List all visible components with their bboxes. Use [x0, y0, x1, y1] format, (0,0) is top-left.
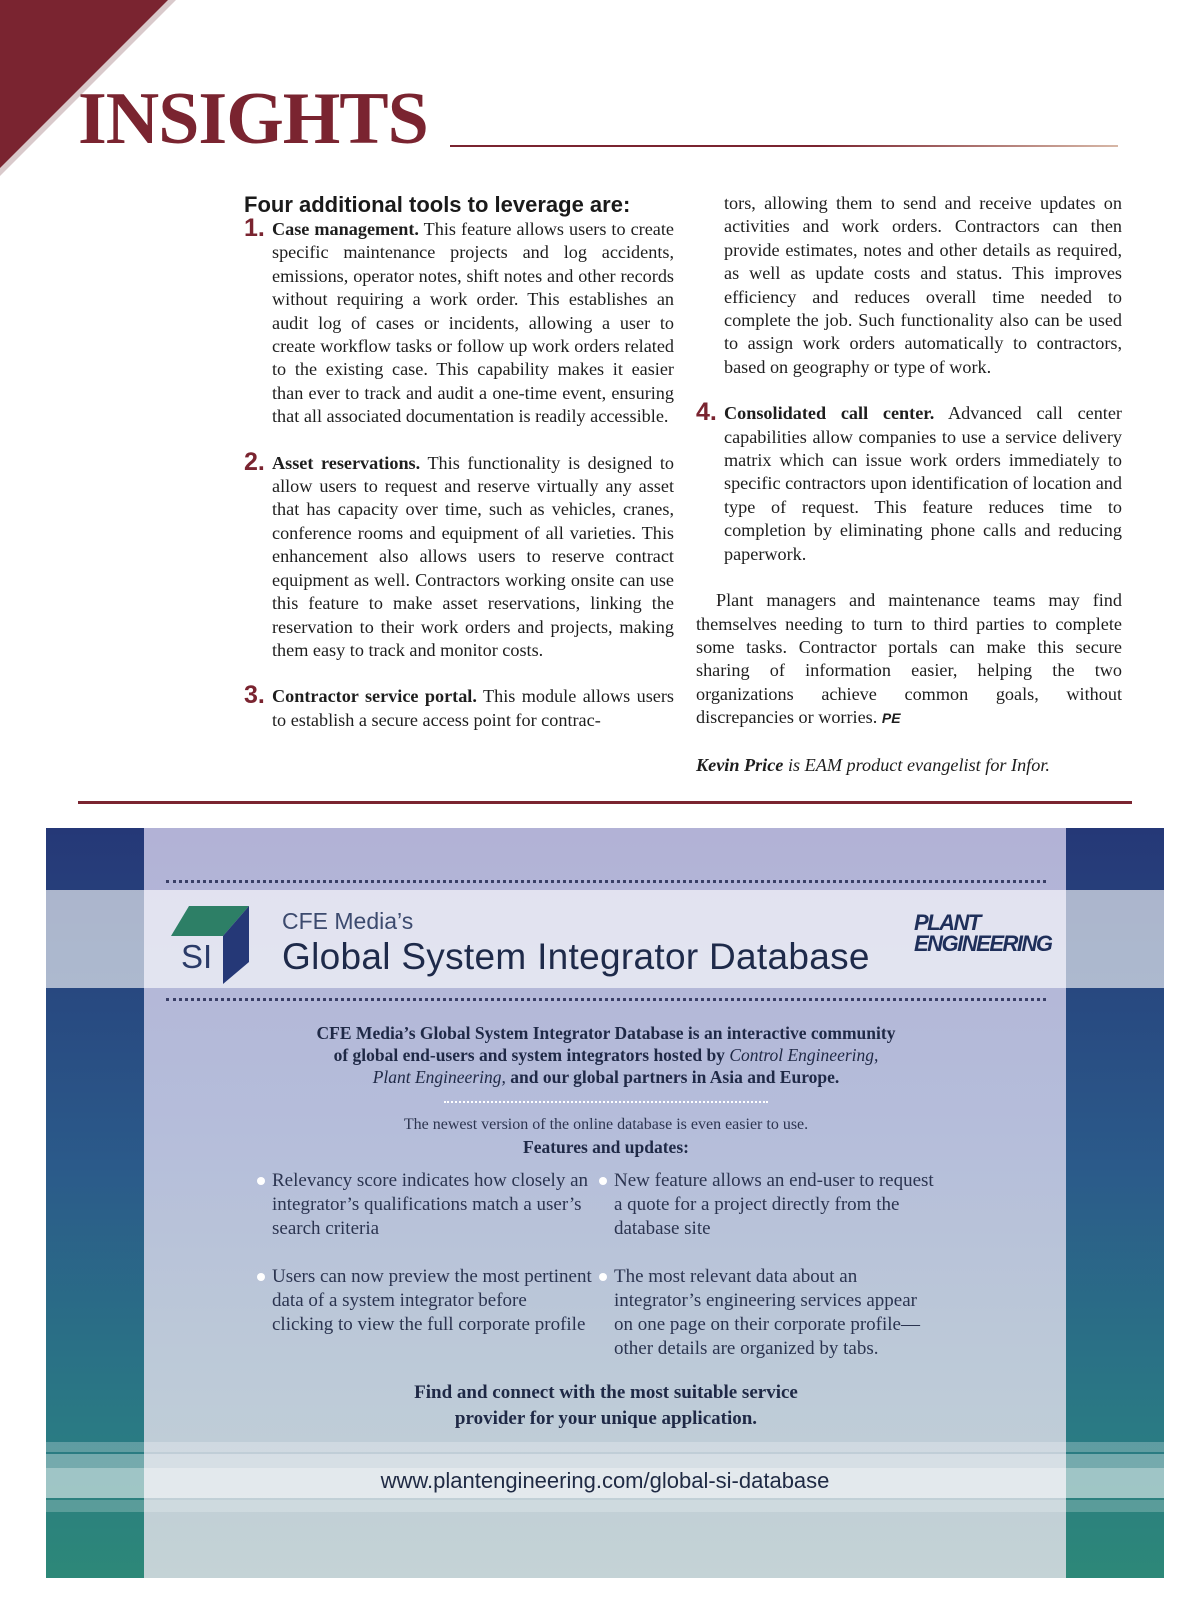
tool-name: Consolidated call center.: [724, 403, 935, 424]
byline: [696, 754, 1122, 777]
bullet-icon: [599, 1273, 607, 1281]
tool-number: 1.: [244, 214, 265, 242]
lead-heading: Four additional tools to leverage are:: [244, 192, 631, 217]
tool-text: This feature allows users to create specific maintenance projects and log accidents, emissions, operator notes, shift notes and other records without requiring a work order. This establishes an audit log of cases or incidents, allowing a user to create workflow tasks or follow up work orders related to the existing case. This capability makes it easier than ever to track and audit a one-time event, ensuring that all associated documentation is readily accessible.: [272, 219, 674, 427]
tool-number: 2.: [244, 447, 265, 476]
section-title: INSIGHTS: [78, 78, 428, 160]
features-heading: Features and updates:: [523, 1137, 689, 1157]
tool-name: Asset reservations.: [272, 452, 421, 473]
si-database-ad: [46, 828, 1164, 1578]
article-rule: [78, 801, 1132, 804]
byline-author: Kevin Price: [696, 754, 784, 775]
ad-intro: CFE Media’s Global System Integrator Database is an interactive community of global end-users and system integrators hosted by Control Engineering, Plant Engineering, and our global partners in Asia and Europe.: [316, 1023, 896, 1087]
ad-kicker: CFE Media’s: [282, 908, 414, 934]
closing-text: Plant managers and maintenance teams may find themselves needing to turn to third parties to complete some tasks. Contractor portals can make this secure sharing of information easier, helping the two organizations achieve common goals, without discrepancies or worries.: [696, 590, 1122, 728]
byline-text: is EAM product evangelist for Infor.: [783, 754, 1050, 775]
tool-number: 4.: [696, 398, 717, 427]
bullet-icon: [257, 1273, 265, 1281]
article-column-right: [696, 192, 1122, 777]
ad-call-to-action: Find and connect with the most suitable service provider for your unique application.: [414, 1382, 798, 1429]
dotted-rule: [166, 998, 1046, 1001]
si-logo-label: SI: [181, 938, 213, 975]
feature-item: Relevancy score indicates how closely an integrator’s qualifications match a user’s search criteria: [272, 1169, 592, 1241]
feature-item: New feature allows an end-user to request a quote for a project directly from the database site: [614, 1169, 934, 1241]
tool-text: This module allows users to establish a secure access point for contrac-: [272, 686, 674, 730]
tool-3-continued: tors, allowing them to send and receive updates on activities and work orders. Contractors can then provide estimates, notes and other details as required, as well as update costs and status. This improves efficiency and reduces overall time needed to complete the job. Such functionality also can be used to assign work orders automatically to contractors, based on geography or type of work.: [724, 193, 1122, 377]
tool-item-asset-reservations: [244, 447, 674, 663]
tool-item-contractor-portal: [244, 681, 674, 732]
feature-item: Users can now preview the most pertinent data of a system integrator before clicking to view the full corporate profile: [272, 1265, 592, 1337]
end-mark-icon: PE: [881, 710, 901, 727]
ad-newest-line: The newest version of the online database is even easier to use.: [403, 1116, 809, 1133]
dotted-rule: [166, 880, 1046, 883]
tool-text: This functionality is designed to allow users to request and reserve virtually any asset that has capacity over time, such as vehicles, cranes, conference rooms and equipment of all varieties. This enhancement also allows users to reserve contract equipment as well. Contractors working onsite can use this feature to make asset reservations, linking the reservation to their work orders and projects, making them easy to track and monitor costs.: [272, 452, 674, 660]
tool-name: Contractor service portal.: [272, 686, 477, 707]
tool-number: 3.: [244, 681, 265, 710]
tool-item-case-management: [244, 214, 674, 429]
title-rule: [450, 145, 1118, 147]
tool-text: Advanced call center capabilities allow companies to use a service delivery matrix which can issue work orders immediately to specific contractors upon identification of location and type of request. This feature reduces time to completion by eliminating phone calls and reducing paperwork.: [724, 403, 1122, 564]
feature-item: The most relevant data about an integrator’s engineering services appear on one page on their corporate profile—other details are organized by tabs.: [614, 1265, 934, 1361]
tool-name: Case management.: [272, 219, 419, 239]
tool-item-call-center: [696, 398, 1122, 566]
bullet-icon: [257, 1177, 265, 1185]
closing-paragraph: [696, 589, 1122, 730]
bullet-icon: [599, 1177, 607, 1185]
ad-url-link[interactable]: www.plantengineering.com/global-si-database: [380, 1468, 830, 1493]
article-column-left: [244, 192, 674, 732]
plant-engineering-logo: PLANT ENGINEERING: [914, 910, 1052, 956]
dotted-divider: [444, 1101, 768, 1103]
ad-title: Global System Integrator Database: [282, 936, 870, 977]
